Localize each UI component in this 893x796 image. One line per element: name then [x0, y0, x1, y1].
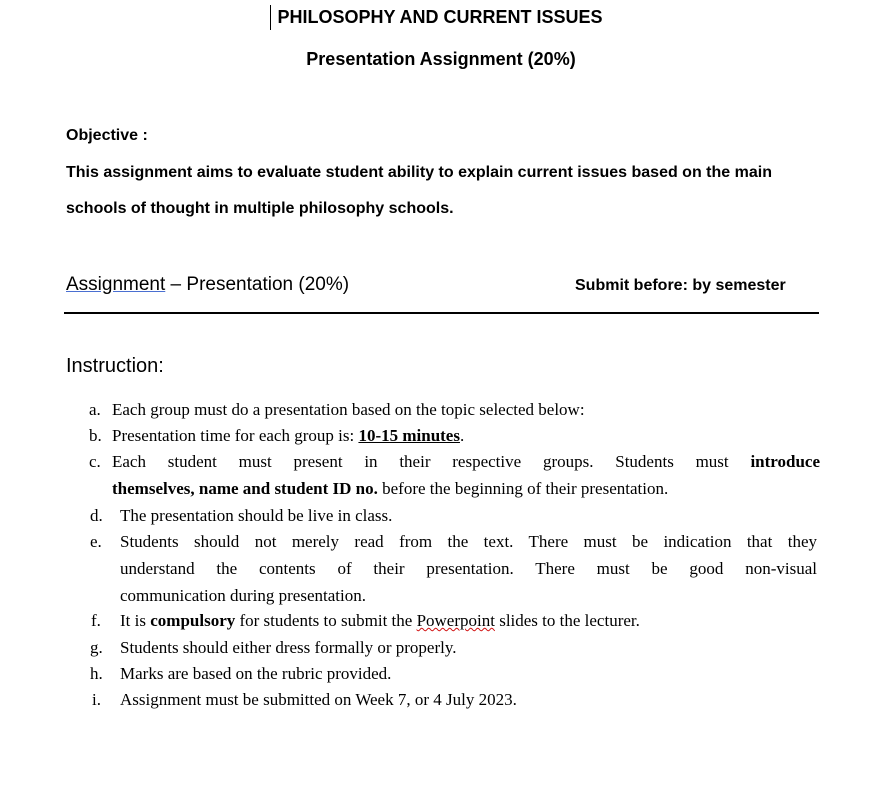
list-marker: c. [89, 452, 101, 471]
document-title: PHILOSOPHY AND CURRENT ISSUES [277, 7, 603, 27]
list-marker: h. [90, 664, 103, 683]
list-item-text: Each group must do a presentation based on the topic selected below: [112, 400, 585, 419]
presentation-duration: 10-15 minutes [358, 426, 460, 445]
horizontal-rule [64, 312, 819, 314]
list-item-text-line-2: themselves, name and student ID no. before the beginning of their presentation. [112, 479, 669, 498]
list-item-text: It is compulsory for students to submit the Powerpoint slides to the lecturer. [120, 611, 640, 630]
list-marker: e. [90, 532, 102, 551]
list-item-text: Students should either dress formally or properly. [120, 638, 457, 657]
list-item-text-line-1: Each student must present in their respective groups. Students must introduce [112, 452, 821, 471]
assignment-heading-word: Assignment [66, 274, 166, 295]
list-item-text: Assignment must be submitted on Week 7, or 4 July 2023. [120, 690, 517, 709]
objective-text-line-1: This assignment aims to evaluate student ability to explain current issues based on the main [66, 164, 772, 181]
list-item-text-line-1: Students should not merely read from the text. There must be indication that they [120, 532, 817, 551]
objective-label: Objective : [66, 127, 148, 144]
spellcheck-flagged-word[interactable]: Powerpoint [416, 611, 495, 630]
assignment-heading [66, 274, 349, 296]
submit-deadline-note: Submit before: by semester [575, 277, 786, 294]
instruction-heading: Instruction: [66, 355, 164, 377]
list-item-text: Presentation time for each group is: 10-15 minutes. [112, 426, 465, 445]
list-marker: d. [90, 506, 103, 525]
list-item-text: The presentation should be live in class. [120, 506, 393, 525]
assignment-heading-rest: – Presentation (20%) [165, 274, 350, 295]
list-item-text-line-3: communication during presentation. [120, 586, 366, 605]
list-item-text-line-2: understand the contents of their presentation. There must be good non-visual [120, 559, 817, 578]
list-marker: f. [91, 611, 101, 630]
list-item-text: Marks are based on the rubric provided. [120, 664, 392, 683]
objective-text-line-2: schools of thought in multiple philosophy schools. [66, 200, 454, 217]
list-marker: b. [89, 426, 102, 445]
list-marker: i. [92, 690, 101, 709]
list-marker: a. [89, 400, 101, 419]
document-subtitle: Presentation Assignment (20%) [306, 49, 576, 69]
list-marker: g. [90, 638, 103, 657]
